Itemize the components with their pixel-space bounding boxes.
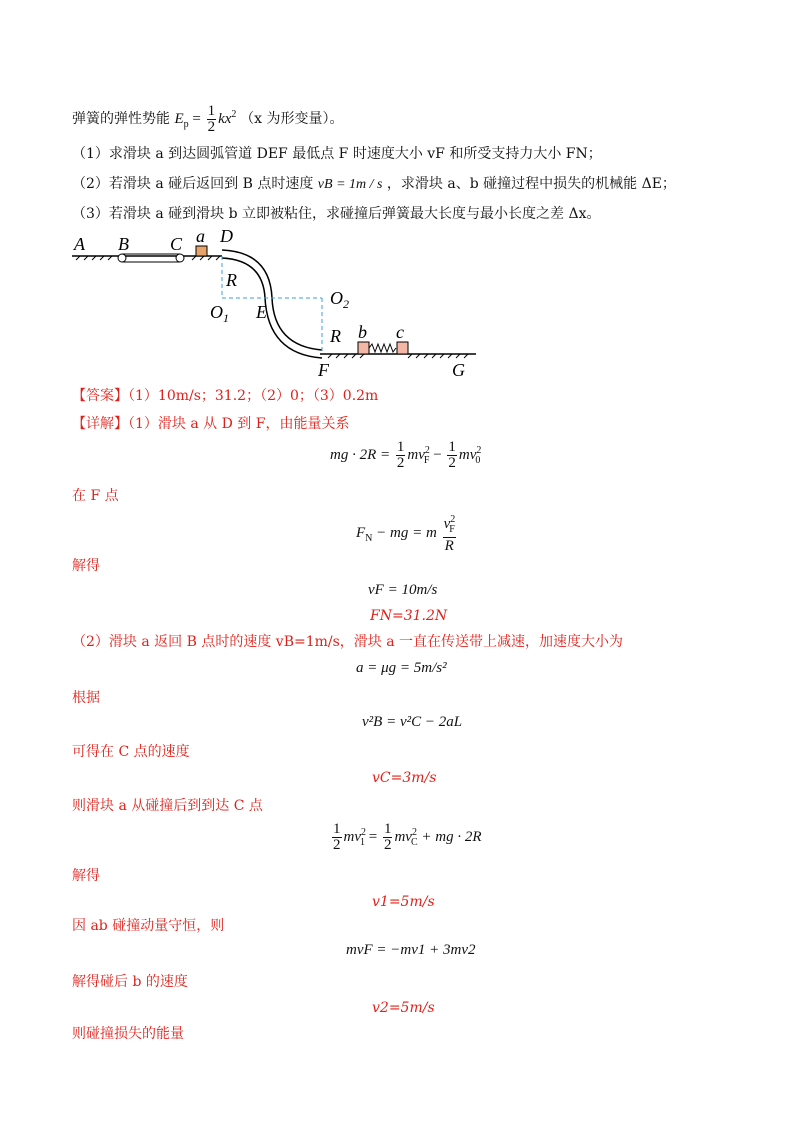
result-vC: vC=3m/s xyxy=(372,770,437,786)
intro-line xyxy=(72,104,344,135)
q2-pre: （2）若滑块 a 碰后返回到 B 点时速度 xyxy=(72,176,314,192)
eq6-t1sup: 2 xyxy=(361,826,366,838)
eq6-h1-den: 2 xyxy=(333,837,341,853)
eq1-half2-num: 1 xyxy=(448,439,456,455)
spring-energy-formula xyxy=(174,103,240,135)
label-R2: R xyxy=(330,326,341,346)
pulley-C xyxy=(176,254,184,262)
sub-p: p xyxy=(183,118,189,130)
kx: kx xyxy=(218,110,232,127)
block-a xyxy=(196,246,207,256)
eq6-t1: mv xyxy=(343,828,361,845)
eq2-den: R xyxy=(444,538,454,554)
eq6-t2sub: C xyxy=(410,836,418,848)
eq2-F: F xyxy=(356,524,366,541)
result-v1: v1=5m/s xyxy=(372,894,435,910)
intro-note: （x 为形变量）。 xyxy=(240,110,344,127)
eq-sign: = xyxy=(192,110,201,127)
eq5-text: v²B = v²C − 2aL xyxy=(362,714,463,730)
then-1-text: 则滑块 a 从碰撞后到到达 C 点 xyxy=(72,798,263,814)
sup-2: 2 xyxy=(231,108,237,120)
question-1: （1）求滑块 a 到达圆弧管道 DEF 最低点 F 时速度大小 vF 和所受支持力大小 FN； xyxy=(72,146,602,162)
spring xyxy=(369,344,396,352)
question-3: （3）若滑块 a 碰到滑块 b 立即被粘住，求碰撞后弹簧最大长度与最小长度之差 Δx。 xyxy=(72,206,601,222)
label-D: D xyxy=(220,228,233,246)
equation-7 xyxy=(346,942,476,959)
label-C: C xyxy=(170,234,183,254)
momentum-text: 因 ab 碰撞动量守恒，则 xyxy=(72,918,225,934)
var-E: E xyxy=(174,110,184,127)
eq7-text: mvF = −mv1 + 3mv2 xyxy=(346,942,476,958)
equation-4 xyxy=(356,660,447,677)
label-A: A xyxy=(74,234,85,254)
eq1-t2sup: 2 xyxy=(476,444,482,456)
half-frac xyxy=(207,104,217,135)
eq6-tail: + mg · 2R xyxy=(421,828,482,845)
get-C-text: 可得在 C 点的速度 xyxy=(72,744,190,760)
solve-2: 解得 xyxy=(72,868,100,884)
frac-den: 2 xyxy=(207,119,216,135)
label-c: c xyxy=(396,322,404,342)
equation-6 xyxy=(330,822,482,853)
eq2-sup: 2 xyxy=(450,514,456,525)
eq1-minus: − xyxy=(433,446,442,463)
basis-text: 根据 xyxy=(72,690,100,706)
at-F-point: 在 F 点 xyxy=(72,488,119,504)
block-b xyxy=(358,342,369,354)
label-b: b xyxy=(358,322,367,342)
label-O2 xyxy=(330,288,349,311)
eq6-eq: = xyxy=(368,828,378,845)
part-2-text: （2）滑块 a 返回 B 点时的速度 vB=1m/s，滑块 a 一直在传送带上减速，加速度大小为 xyxy=(72,634,624,650)
eq1-t1sub: F xyxy=(423,454,430,466)
after-b-text: 解得碰后 b 的速度 xyxy=(72,974,188,990)
eq1-half2-den: 2 xyxy=(448,455,456,471)
result-FN: FN=31.2N xyxy=(370,608,448,624)
eq6-h2-num: 1 xyxy=(383,821,392,837)
O1-sub: 1 xyxy=(223,311,229,325)
label-E: E xyxy=(256,302,267,322)
O2-sub: 2 xyxy=(343,297,349,311)
eq6-t2: mv xyxy=(394,828,412,845)
eq6-t2sup: 2 xyxy=(411,826,417,838)
eq1-t1sup: 2 xyxy=(424,444,430,456)
answer-text: （1）10m/s；31.2；（2）0；（3）0.2m xyxy=(128,388,379,404)
equation-5 xyxy=(362,714,462,731)
eq6-half-2 xyxy=(383,822,393,853)
result-v2: v2=5m/s xyxy=(372,1000,435,1016)
loss-energy-text: 则碰撞损失的能量 xyxy=(72,1026,184,1042)
eq2-N: N xyxy=(365,532,373,544)
eq2-num xyxy=(443,512,456,538)
answer-label: 【答案】 xyxy=(72,388,128,404)
label-B: B xyxy=(118,234,129,254)
eq2-v: v xyxy=(443,516,451,532)
pipe-inner xyxy=(222,258,322,358)
question-2 xyxy=(72,174,676,195)
eq1-t2sub: 0 xyxy=(475,454,481,466)
answer-line xyxy=(72,386,378,406)
detail-line xyxy=(72,414,349,434)
label-a: a xyxy=(196,228,205,246)
eq2-mid: − mg = m xyxy=(372,524,437,541)
equation-3 xyxy=(368,582,437,599)
detail-label: 【详解】 xyxy=(72,416,128,432)
label-O1 xyxy=(210,302,229,325)
eq6-h1-num: 1 xyxy=(333,821,341,837)
label-G: G xyxy=(452,360,465,380)
O1-letter: O xyxy=(210,302,223,322)
eq1-half-1 xyxy=(396,440,406,471)
eq1-t2: mv xyxy=(458,446,477,463)
equation-1 xyxy=(330,440,480,471)
eq2-frac xyxy=(443,512,456,555)
eq3-text: vF = 10m/s xyxy=(368,582,438,598)
eq6-half-1 xyxy=(332,822,342,853)
frac-num: 1 xyxy=(207,103,216,119)
intro-text: 弹簧的弹性势能 xyxy=(72,110,170,127)
q2-value: vB = 1m / s xyxy=(317,177,383,192)
eq2-sub: F xyxy=(449,524,455,535)
eq1-half-num: 1 xyxy=(396,439,405,455)
O2-letter: O xyxy=(330,288,343,308)
eq1-lhs: mg · 2R = xyxy=(330,446,391,463)
label-R1: R xyxy=(226,270,237,290)
pulley-B xyxy=(118,254,126,262)
label-F: F xyxy=(318,360,329,380)
eq1-half-den: 2 xyxy=(396,455,405,471)
eq1-half-2 xyxy=(447,440,457,471)
eq4-text: a = μg = 5m/s² xyxy=(356,660,447,676)
eq1-t1: mv xyxy=(407,446,425,463)
pipe-outer xyxy=(222,250,322,350)
block-c xyxy=(397,342,408,354)
track-diagram xyxy=(72,228,492,380)
eq6-t1sub: 1 xyxy=(360,836,365,848)
eq6-h2-den: 2 xyxy=(383,837,392,853)
equation-2 xyxy=(356,512,458,555)
detail-text: （1）滑块 a 从 D 到 F，由能量关系 xyxy=(128,416,350,432)
q2-post: ，求滑块 a、b 碰撞过程中损失的机械能 ΔE； xyxy=(386,176,676,192)
solve-1: 解得 xyxy=(72,558,100,574)
